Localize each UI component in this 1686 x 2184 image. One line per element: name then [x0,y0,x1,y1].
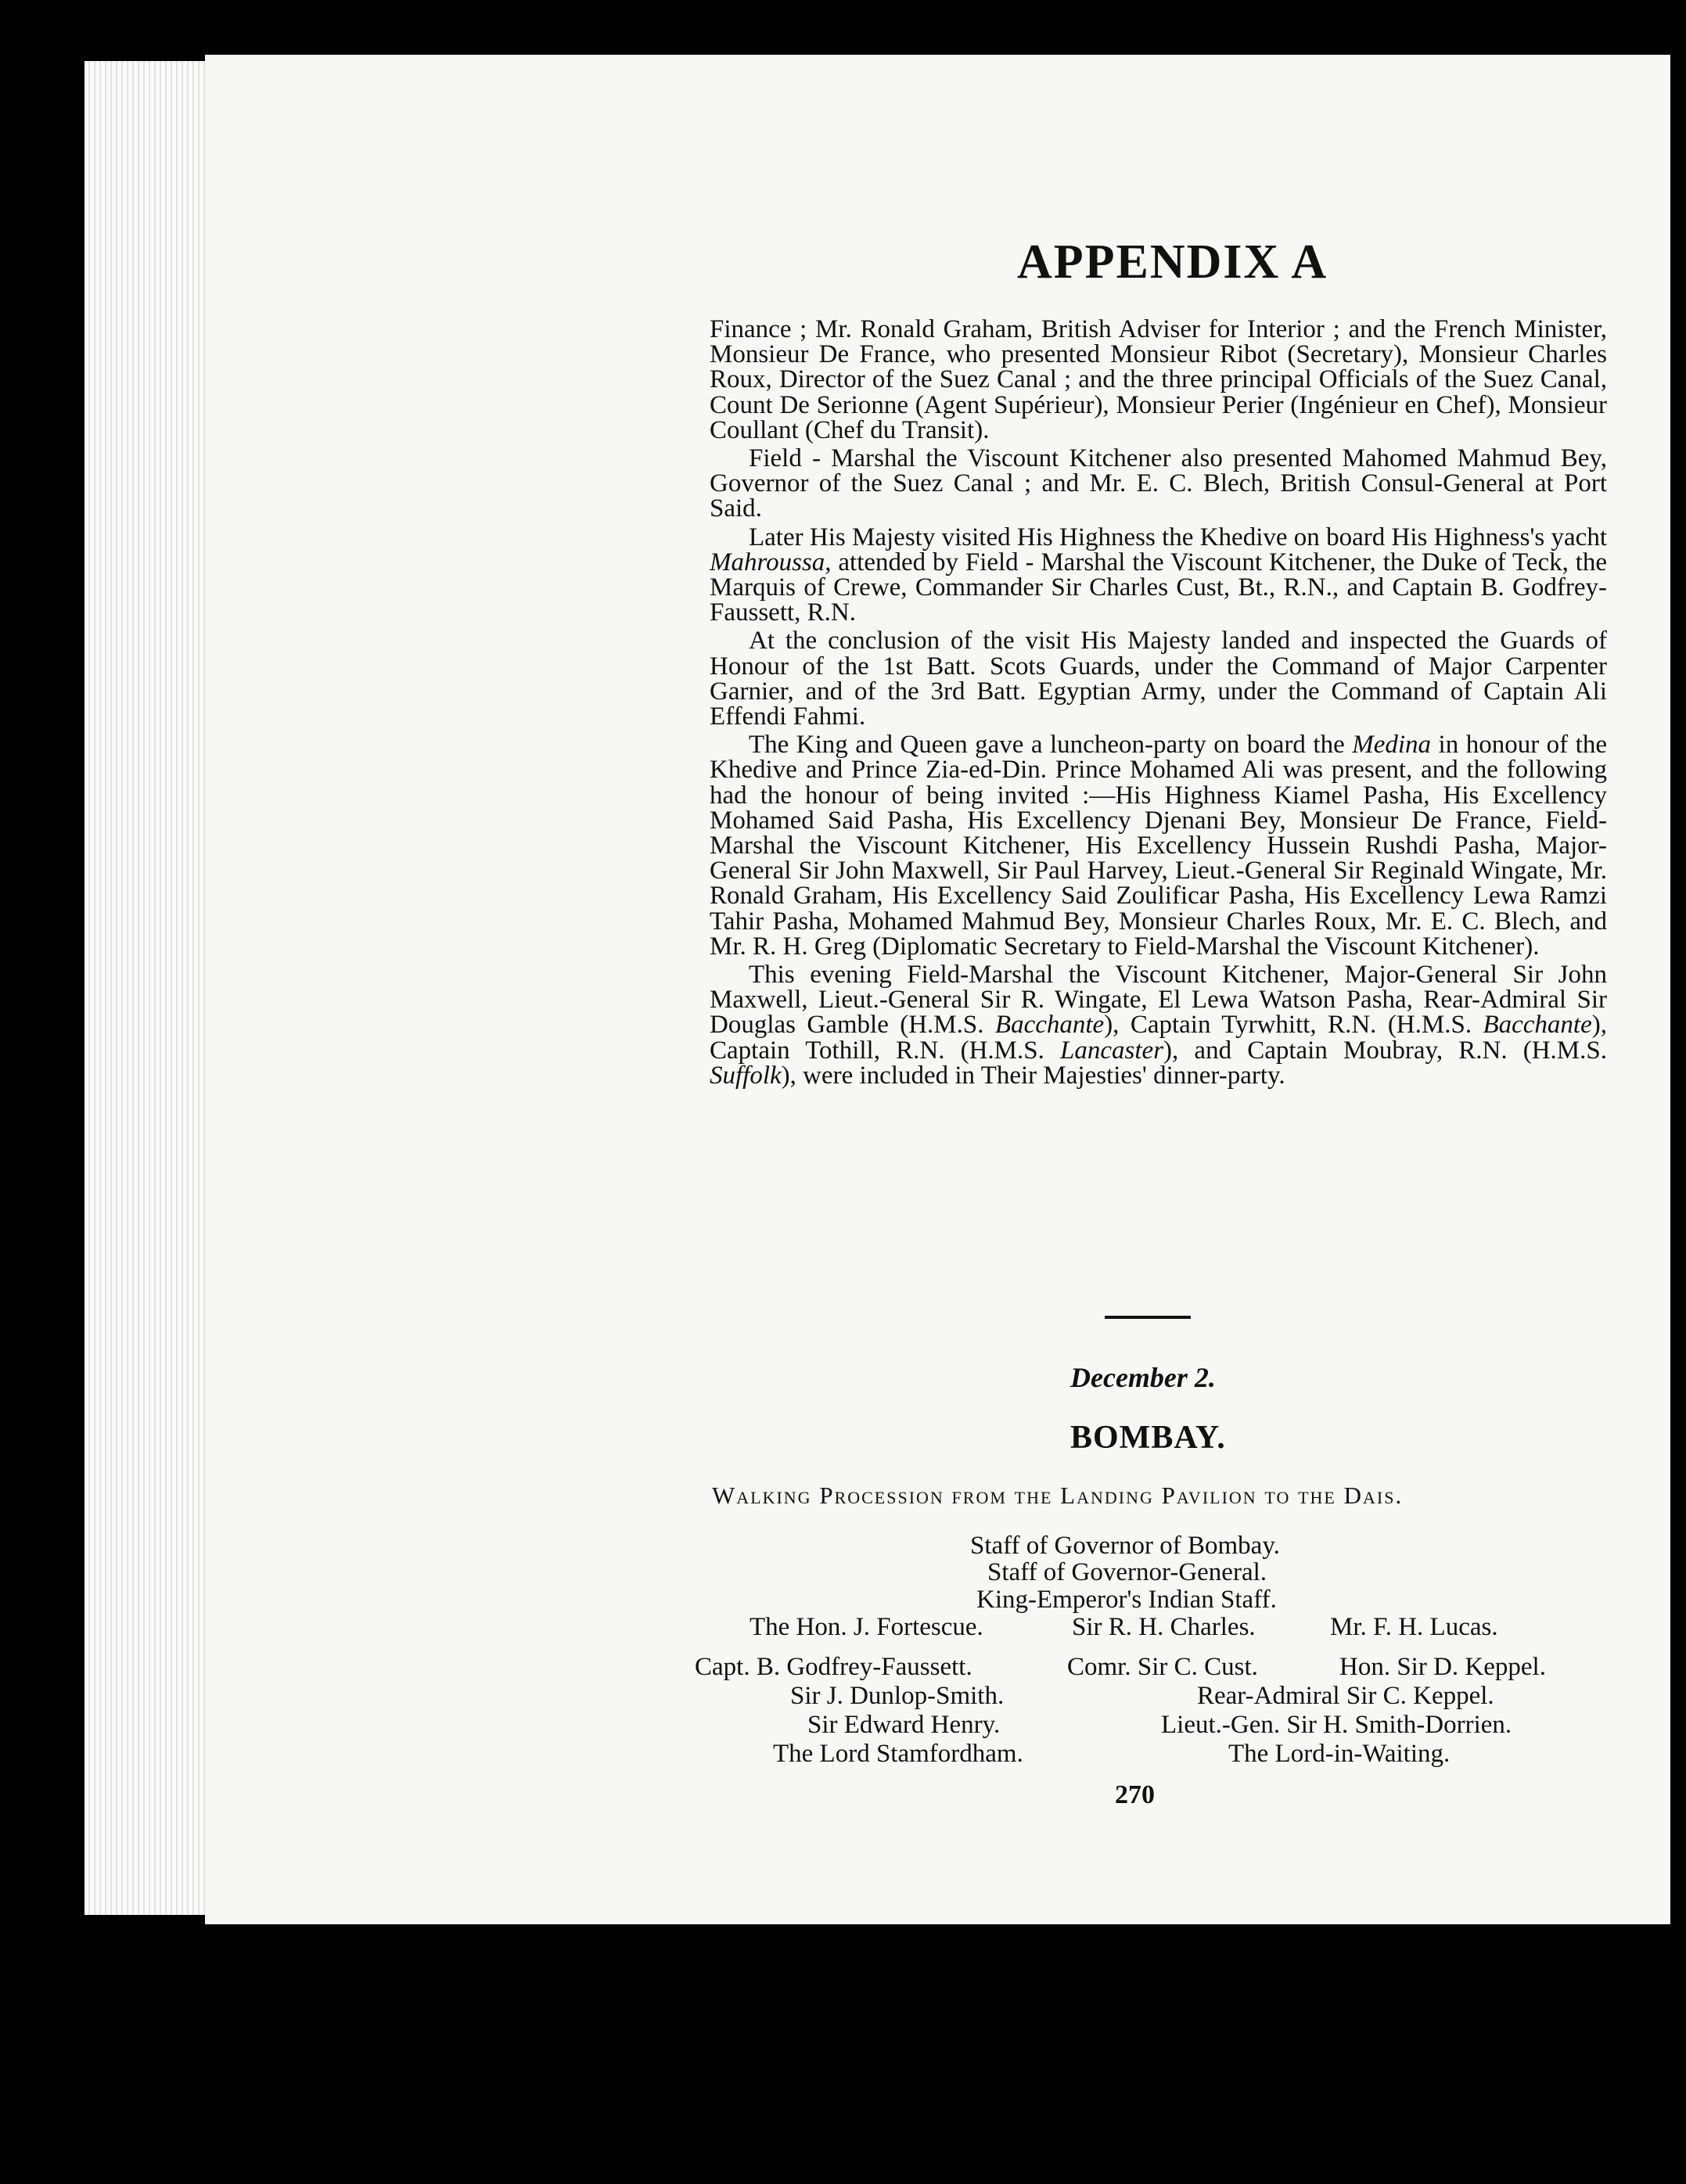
text-run: Field - Marshal the Viscount Kitchener also presented Mahomed Mahmud Bey, Governor of the Suez Canal ; and Mr. E. C. Blech, British Consul-General at Port Said. [710,444,1607,523]
text-run: At the conclusion of the visit His Majesty landed and inspected the Guards of Honour of the 1st Batt. Scots Guards, under the Command of Major Carpenter Garnier, and of the 3rd Batt. Egyptian Army, under the Command of Captain Ali Effendi Fahmi. [710,627,1607,731]
text-run: in honour of the Khedive and Prince Zia-ed-Din. Prince Mohamed Ali was present, and the following had the honour of being invited :—His Highness Kiamel Pasha, His Excellency Mohamed Said Pasha, His Excellency Djenani Bey, Monsieur De France, Field-Marshal the Viscount Kitchener, His Excellency Hussein Rushdi Pasha, Major-General Sir John Maxwell, Sir Paul Harvey, Lieut.-General Sir Reginald Wingate, Mr. Ronald Graham, His Excellency Said Zoulificar Pasha, His Excellency Lewa Ramzi Tahir Pasha, Mohamed Mahmud Bey, Monsieur Charles Roux, Mr. E. C. Blech, and Mr. R. H. Greg (Diplomatic Secretary to Field-Marshal the Viscount Kitchener). [710,731,1607,961]
ship-name: Mahroussa [710,548,825,577]
procession-row1-center: Sir R. H. Charles. [1072,1613,1256,1641]
procession-right-2: Lieut.-Gen. Sir H. Smith-Dorrien. [1161,1711,1512,1739]
text-run: ), Captain Tothill, R.N. (H.M.S. [710,1011,1608,1065]
text-run: This evening Field-Marshal the Viscount Kitchener, Major-General Sir John Maxwell, Lieut.-General Sir R. Wingate, El Lewa Watson Pasha, Rear-Admiral Sir Douglas Gamble (H.M.S. [710,961,1607,1040]
ship-name: Bacchante [1483,1011,1592,1040]
section-divider [1105,1316,1191,1319]
procession-row1-right: Mr. F. H. Lucas. [1330,1613,1498,1641]
body-paragraph [710,962,1607,1088]
body-paragraph [710,628,1607,729]
body-paragraph [710,446,1607,522]
page-number: 270 [1115,1780,1155,1809]
procession-staff-governor-general: Staff of Governor-General. [987,1558,1267,1586]
procession-left-2: Sir Edward Henry. [807,1711,1001,1739]
ship-name: Suffolk [710,1061,782,1090]
procession-row1-left: The Hon. J. Fortescue. [750,1613,983,1641]
text-run: ), were included in Their Majesties' dinner-party. [781,1061,1285,1090]
book-page-edges [84,61,225,1915]
procession-right-1: Rear-Admiral Sir C. Keppel. [1197,1682,1494,1710]
text-run: ), Captain Tyrwhitt, R.N. (H.M.S. [1104,1011,1483,1040]
text-run: , attended by Field - Marshal the Viscount Kitchener, the Duke of Teck, the Marquis of Crewe, Commander Sir Charles Cust, Bt., R.N., and Captain B. Godfrey-Faussett, R.N. [710,548,1607,627]
procession-indian-staff: King-Emperor's Indian Staff. [976,1586,1277,1614]
ship-name: Bacchante [994,1011,1105,1040]
page-heading: APPENDIX A [1017,235,1328,289]
procession-row2-left: Capt. B. Godfrey-Faussett. [695,1653,972,1681]
text-run: Finance ; Mr. Ronald Graham, British Adviser for Interior ; and the French Minister, Monsieur De France, who presented Monsieur Ribot (Secretary), Monsieur Charles Roux, Director of the Suez Canal ; and the three principal Officials of the Suez Canal, Count De Serionne (Agent Supérieur), Monsieur Perier (Ingénieur en Chef), Monsieur Coullant (Chef du Transit). [710,315,1607,444]
procession-left-1: Sir J. Dunlop-Smith. [790,1682,1005,1710]
procession-title: Walking Procession from the Landing Pavilion to the Dais. [712,1482,1404,1509]
procession-row2-right: Hon. Sir D. Keppel. [1339,1653,1546,1681]
text-run: ), and Captain Moubray, R.N. (H.M.S. [1163,1036,1607,1065]
date-line: December 2. [1070,1362,1216,1393]
procession-left-3: The Lord Stamfordham. [773,1740,1023,1768]
scan-border [1670,55,1686,1924]
text-run: Later His Majesty visited His Highness the Khedive on board His Highness's yacht [749,523,1607,551]
ship-name: Lancaster [1060,1036,1164,1065]
ship-name: Medina [1352,731,1432,760]
text-run: The King and Queen gave a luncheon-party on board the [749,731,1353,760]
body-paragraph [710,525,1607,626]
procession-staff-governor: Staff of Governor of Bombay. [970,1532,1280,1560]
procession-row2-center: Comr. Sir C. Cust. [1067,1653,1258,1681]
place-title: BOMBAY. [1070,1420,1226,1456]
body-paragraph [710,732,1607,959]
procession-right-3: The Lord-in-Waiting. [1228,1740,1451,1768]
body-paragraph [710,317,1607,443]
body-text [710,317,1607,1088]
